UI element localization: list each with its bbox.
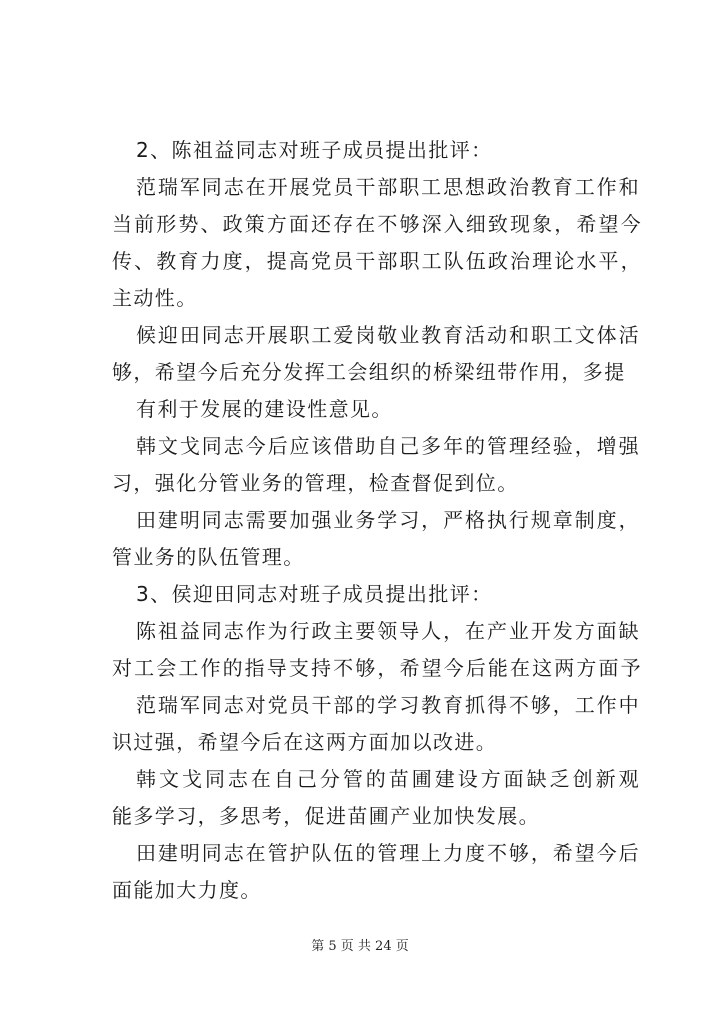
paragraph-line: 面能加大力度。 bbox=[112, 878, 262, 902]
section-heading-3: 3、侯迎田同志对班子成员提出批评： bbox=[136, 582, 493, 606]
paragraph-line: 范瑞军同志对党员干部的学习教育抓得不够，工作中 bbox=[136, 693, 640, 717]
paragraph-line: 能多学习，多思考，促进苗圃产业加快发展。 bbox=[112, 804, 540, 828]
paragraph-line: 传、教育力度，提高党员干部职工队伍政治理论水平， bbox=[112, 249, 642, 273]
paragraph-line: 田建明同志需要加强业务学习，严格执行规章制度， bbox=[136, 508, 640, 532]
paragraph-line: 田建明同志在管护队伍的管理上力度不够，希望今后 bbox=[136, 841, 640, 865]
paragraph-line: 当前形势、政策方面还存在不够深入细致现象，希望今 bbox=[112, 212, 642, 236]
paragraph-line: 习，强化分管业务的管理，检查督促到位。 bbox=[112, 471, 519, 495]
paragraph-line: 韩文戈同志在自己分管的苗圃建设方面缺乏创新观 bbox=[136, 767, 640, 791]
paragraph-line: 管业务的队伍管理。 bbox=[112, 545, 305, 569]
paragraph-line: 主动性。 bbox=[112, 286, 198, 310]
paragraph-line: 对工会工作的指导支持不够，希望今后能在这两方面予 bbox=[112, 656, 642, 680]
paragraph-line: 识过强，希望今后在这两方面加以改进。 bbox=[112, 730, 498, 754]
section-heading-2: 2、陈祖益同志对班子成员提出批评： bbox=[136, 138, 493, 162]
paragraph-line: 陈祖益同志作为行政主要领导人，在产业开发方面缺 bbox=[136, 619, 640, 643]
page-number-footer: 第 5 页 共 24 页 bbox=[311, 939, 409, 954]
paragraph-line: 有利于发展的建设性意见。 bbox=[136, 397, 393, 421]
paragraph-line: 韩文戈同志今后应该借助自己多年的管理经验，增强 bbox=[136, 434, 640, 458]
paragraph-line: 范瑞军同志在开展党员干部职工思想政治教育工作和 bbox=[136, 175, 640, 199]
paragraph-line: 够，希望今后充分发挥工会组织的桥梁纽带作用，多提 bbox=[112, 360, 626, 384]
paragraph-line: 候迎田同志开展职工爱岗敬业教育活动和职工文体活 bbox=[136, 323, 640, 347]
